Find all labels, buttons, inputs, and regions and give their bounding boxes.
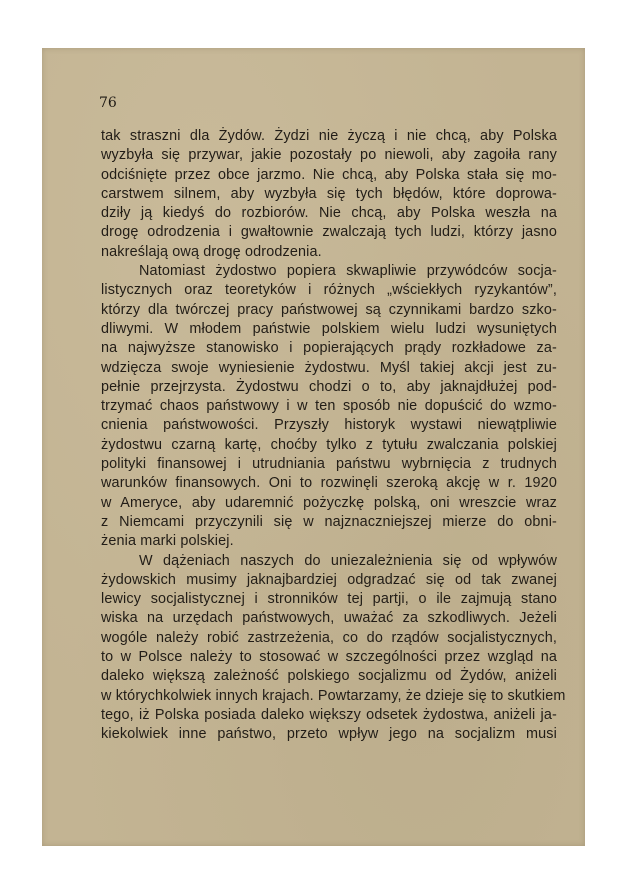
text-line: z Niemcami przyczynili się w najznaczniejszej mierze do obni- (101, 513, 557, 530)
page-body (101, 127, 566, 745)
text-line: warunków finansowych. Oni to rozwinęli szeroką akcję w r. 1920 (101, 475, 557, 492)
text-line: na najwyższe stanowisko i popierających prądy rozkładowe za- (101, 340, 557, 357)
text-line: daleko większą zależność polskiego socjalizmu od Żydów, aniżeli (101, 668, 557, 685)
text-line: żydowskich musimy jaknajbardziej odgradzać się od tak zwanej (101, 571, 557, 588)
text-line: w Ameryce, aby udaremnić pożyczkę polską, oni wreszcie wraz (101, 494, 557, 511)
text-line: carstwem silnem, aby wyzbyła się tych błędów, które doprowa- (101, 185, 557, 202)
text-line: którzy dla twórczej pracy państwowej są czynnikami bardzo szko- (101, 301, 557, 318)
text-line: wogóle należy robić zastrzeżenia, co do rządów socjalistycznych, (101, 629, 557, 646)
text-line: Natomiast żydostwo popiera skwapliwie przywódców socja- (139, 263, 557, 280)
paragraph-2 (101, 262, 557, 551)
text-line: W dążeniach naszych do uniezależnienia się od wpływów (139, 552, 557, 569)
text-line: żydostwu czarną kartę, choćby tylko z tytułu zwalczania polskiej (101, 436, 557, 453)
text-line: pełnie przejrzysta. Żydostwu chodzi o to, aby jaknajdłużej pod- (101, 378, 557, 395)
text-line: kiekolwiek inne państwo, przeto wpływ jego na socjalizm musi (101, 726, 557, 743)
text-line: lewicy socjalistycznej i stronników tej partji, o ile zajmują stano (101, 591, 557, 608)
text-line: dziły ją kiedyś do rozbiorów. Nie chcą, aby Polska weszła na (101, 205, 557, 222)
text-line: polityki finansowej i utrudniania państwu wybrnięcia z trudnych (101, 456, 557, 473)
text-line: tego, iż Polska posiada daleko większy odsetek żydostwa, aniżeli ja- (101, 706, 557, 723)
text-line: trzymać chaos państwowy i w ten sposób nie dopuścić do wzmo- (101, 398, 557, 415)
paragraph-3 (101, 552, 566, 745)
page-number: 76 (99, 95, 117, 111)
text-line: listycznych oraz teoretyków i różnych „wściekłych ryzykantów”, (101, 282, 557, 299)
book-page (42, 48, 585, 846)
text-line: w którychkolwiek innych krajach. Powtarzamy, że dzieje się to skutkiem (101, 687, 566, 704)
text-line: wdzięcza swoje wyniesienie żydostwu. Myśl takiej akcji jest zu- (101, 359, 557, 376)
text-line: żenia marki polskiej. (101, 533, 234, 550)
text-line: cnienia państwowości. Przyszły historyk wystawi niewątpliwie (101, 417, 557, 434)
text-line: dliwymi. W młodem państwie polskiem wielu ludzi wysuniętych (101, 320, 557, 337)
text-line: tak straszni dla Żydów. Żydzi nie życzą i nie chcą, aby Polska (101, 128, 557, 144)
text-line: wiska na urzędach państwowych, uważać za szkodliwych. Jeżeli (101, 610, 557, 627)
text-line: wyzbyła się przywar, jakie pozostały po niewoli, aby zagoiła rany (101, 147, 557, 164)
text-line: drogę odrodzenia i gwałtownie zwalczają tych ludzi, którzy jasno (101, 224, 557, 241)
text-line: nakreślają ową drogę odrodzenia. (101, 243, 322, 260)
paragraph-1 (101, 127, 557, 262)
text-line: to w Polsce należy to stosować w szczególności przez wzgląd na (101, 649, 557, 666)
text-line: odciśnięte przez obce jarzmo. Nie chcą, aby Polska stała się mo- (101, 166, 557, 183)
